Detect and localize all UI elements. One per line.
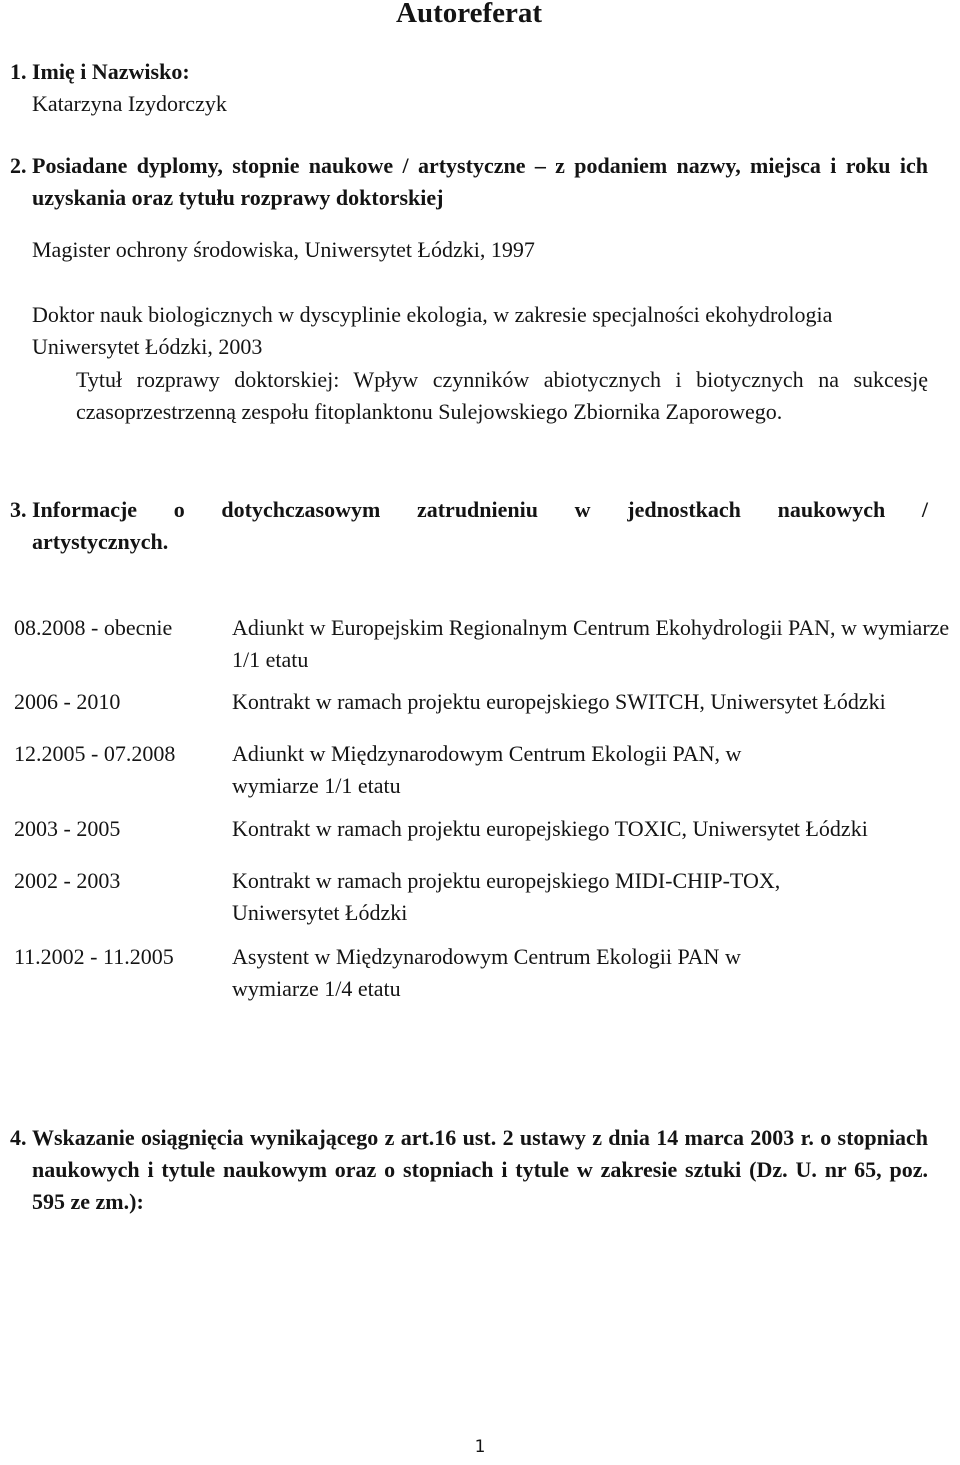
employment-description: Adiunkt w Europejskim Regionalnym Centrum Ekohydrologii PAN, w wymiarze 1/1 etatu [232, 615, 950, 672]
thesis-title: Tytuł rozprawy doktorskiej: Wpływ czynników abiotycznych i biotycznych na sukcesję czasoprzestrzenną zespołu fitoplanktonu Sulejowskiego Zbiornika Zaporowego. [76, 367, 928, 424]
employment-description: Kontrakt w ramach projektu europejskiego SWITCH, Uniwersytet Łódzki [232, 689, 886, 714]
doctor-degree: Doktor nauk biologicznych w dyscyplinie ekologia, w zakresie specjalności ekohydrologia [32, 302, 833, 327]
section-heading: Posiadane dyplomy, stopnie naukowe / artystyczne – z podaniem nazwy, miejsca i roku ich uzyskania oraz tytułu rozprawy doktorskiej [32, 153, 928, 210]
document-title: Autoreferat [396, 0, 543, 29]
section-heading: Imię i Nazwisko: [32, 59, 190, 84]
employment-period: 2002 - 2003 [14, 868, 121, 893]
employment-description: Adiunkt w Międzynarodowym Centrum Ekologii PAN, w wymiarze 1/1 etatu [232, 741, 742, 798]
section-achievement [10, 1122, 928, 1218]
employment-period: 2003 - 2005 [14, 816, 121, 841]
employment-period: 08.2008 - obecnie [14, 615, 173, 640]
doctor-university: Uniwersytet Łódzki, 2003 [32, 334, 263, 359]
section-heading: Informacje o dotychczasowym zatrudnieniu w jednostkach naukowych / [32, 497, 928, 522]
section-number: 3. [10, 497, 27, 522]
page-number: 1 [474, 1437, 486, 1457]
section-number: 4. [10, 1125, 27, 1150]
employment-period: 11.2002 - 11.2005 [14, 944, 174, 969]
employment-description: Kontrakt w ramach projektu europejskiego MIDI-CHIP-TOX, Uniwersytet Łódzki [232, 868, 781, 925]
section-heading: Wskazanie osiągnięcia wynikającego z art.16 ust. 2 ustawy z dnia 14 marca 2003 r. o stopniach naukowych i tytule naukowym oraz o stopniach i tytule w zakresie sztuki (Dz. U. nr 65, poz. 595 ze zm.): [32, 1125, 928, 1214]
section-number: 2. [10, 153, 27, 178]
employment-period: 2006 - 2010 [14, 689, 121, 714]
section-diplomas [10, 150, 928, 214]
full-name: Katarzyna Izydorczyk [32, 91, 227, 116]
section-number: 1. [10, 59, 27, 84]
employment-description: Kontrakt w ramach projektu europejskiego TOXIC, Uniwersytet Łódzki [232, 816, 868, 841]
section-employment [10, 494, 928, 558]
employment-period: 12.2005 - 07.2008 [14, 741, 176, 766]
section-name [10, 56, 950, 120]
employment-description: Asystent w Międzynarodowym Centrum Ekologii PAN w wymiarze 1/4 etatu [232, 944, 741, 1001]
master-degree: Magister ochrony środowiska, Uniwersytet Łódzki, 1997 [32, 237, 535, 262]
section-heading-continued: artystycznych. [32, 529, 169, 554]
